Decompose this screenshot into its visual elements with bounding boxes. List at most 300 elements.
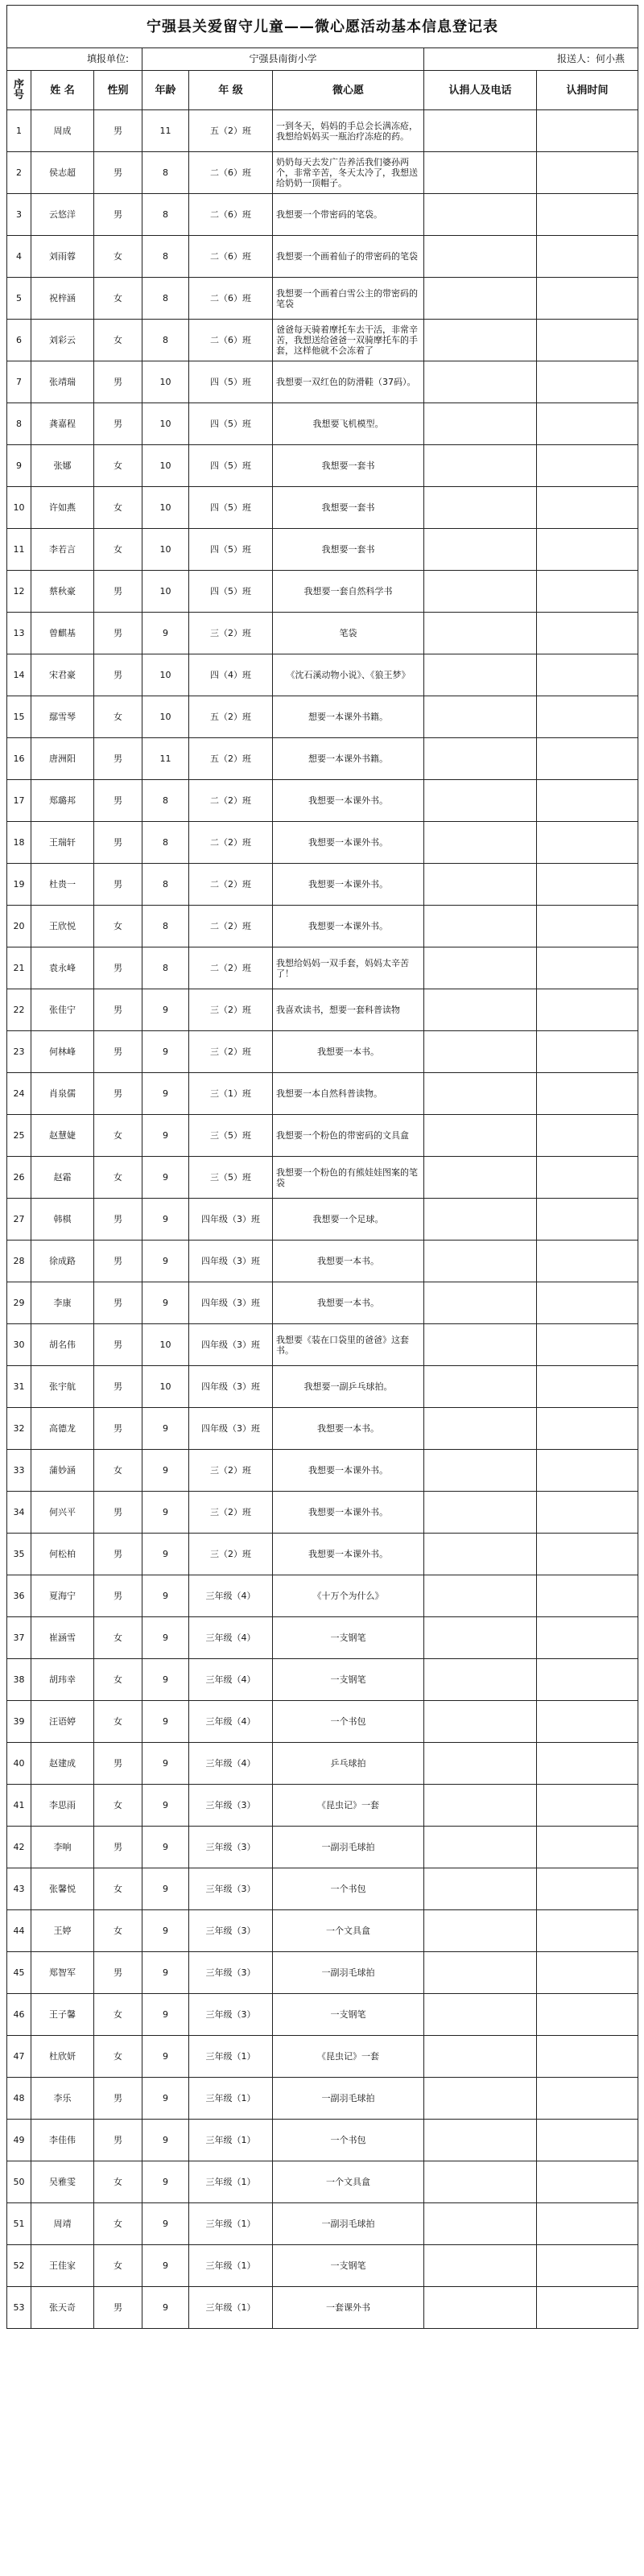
cell-age: 10	[142, 487, 189, 529]
cell-donor[interactable]	[424, 487, 537, 529]
cell-donor[interactable]	[424, 1534, 537, 1575]
cell-donor[interactable]	[424, 1827, 537, 1868]
cell-grade: 二（2）班	[189, 780, 273, 822]
col-header-sex: 性别	[94, 71, 142, 110]
cell-donor[interactable]	[424, 2203, 537, 2245]
cell-name: 肖泉儒	[31, 1073, 94, 1115]
cell-sex: 男	[94, 1241, 142, 1282]
cell-donor[interactable]	[424, 864, 537, 906]
cell-donor[interactable]	[424, 989, 537, 1031]
cell-donate-time[interactable]	[537, 1659, 638, 1701]
col-header-age: 年龄	[142, 71, 189, 110]
cell-age: 8	[142, 864, 189, 906]
page-title: 宁强县关爱留守儿童——微心愿活动基本信息登记表	[7, 6, 638, 48]
cell-sex: 男	[94, 403, 142, 445]
cell-donate-time[interactable]	[537, 989, 638, 1031]
cell-no: 17	[7, 780, 31, 822]
cell-no: 45	[7, 1952, 31, 1994]
cell-name: 崔涵雪	[31, 1617, 94, 1659]
table-row	[7, 1157, 638, 1199]
cell-donor[interactable]	[424, 1241, 537, 1282]
cell-donate-time[interactable]	[537, 361, 638, 403]
cell-donor[interactable]	[424, 1282, 537, 1324]
cell-donate-time[interactable]	[537, 1910, 638, 1952]
cell-donate-time[interactable]	[537, 1785, 638, 1827]
cell-donate-time[interactable]	[537, 2245, 638, 2287]
fill-unit-label: 填报单位:	[7, 48, 142, 71]
table-row	[7, 738, 638, 780]
cell-age: 9	[142, 1157, 189, 1199]
cell-donor[interactable]	[424, 2287, 537, 2329]
cell-no: 6	[7, 320, 31, 361]
cell-sex: 女	[94, 1701, 142, 1743]
cell-donor[interactable]	[424, 947, 537, 989]
table-row	[7, 1910, 638, 1952]
cell-name: 李康	[31, 1282, 94, 1324]
cell-sex: 女	[94, 1994, 142, 2036]
cell-sex: 女	[94, 2203, 142, 2245]
cell-donor[interactable]	[424, 320, 537, 361]
cell-age: 9	[142, 1073, 189, 1115]
cell-donate-time[interactable]	[537, 696, 638, 738]
cell-sex: 男	[94, 1408, 142, 1450]
cell-donor[interactable]	[424, 1659, 537, 1701]
cell-donate-time[interactable]	[537, 236, 638, 278]
cell-donate-time[interactable]	[537, 613, 638, 654]
cell-donor[interactable]	[424, 194, 537, 236]
cell-age: 11	[142, 110, 189, 152]
cell-grade: 四年级（3）班	[189, 1282, 273, 1324]
cell-age: 10	[142, 529, 189, 571]
cell-wish: 我想要一个足球。	[273, 1199, 424, 1241]
cell-no: 43	[7, 1868, 31, 1910]
cell-donor[interactable]	[424, 1952, 537, 1994]
cell-donate-time[interactable]	[537, 152, 638, 194]
cell-sex: 女	[94, 2036, 142, 2078]
cell-donate-time[interactable]	[537, 194, 638, 236]
cell-donate-time[interactable]	[537, 780, 638, 822]
cell-no: 4	[7, 236, 31, 278]
cell-no: 8	[7, 403, 31, 445]
cell-age: 9	[142, 1241, 189, 1282]
cell-no: 12	[7, 571, 31, 613]
cell-grade: 三年级（3）	[189, 1910, 273, 1952]
cell-donate-time[interactable]	[537, 1952, 638, 1994]
cell-age: 9	[142, 1031, 189, 1073]
cell-wish: 我喜欢读书，想要一套科普读物	[273, 989, 424, 1031]
cell-name: 云悠洋	[31, 194, 94, 236]
cell-name: 刘雨蓉	[31, 236, 94, 278]
cell-name: 杜欣妍	[31, 2036, 94, 2078]
cell-sex: 男	[94, 1031, 142, 1073]
cell-donate-time[interactable]	[537, 320, 638, 361]
cell-grade: 二（2）班	[189, 822, 273, 864]
cell-sex: 女	[94, 236, 142, 278]
cell-sex: 女	[94, 2161, 142, 2203]
cell-donor[interactable]	[424, 1157, 537, 1199]
cell-wish: 我想要一本课外书。	[273, 864, 424, 906]
cell-grade: 三年级（3）	[189, 1868, 273, 1910]
cell-no: 25	[7, 1115, 31, 1157]
cell-sex: 女	[94, 1115, 142, 1157]
table-row	[7, 947, 638, 989]
table-row	[7, 2036, 638, 2078]
table-row	[7, 2203, 638, 2245]
cell-wish: 《昆虫记》一套	[273, 1785, 424, 1827]
cell-donor[interactable]	[424, 1199, 537, 1241]
cell-donor[interactable]	[424, 278, 537, 320]
cell-sex: 男	[94, 194, 142, 236]
cell-age: 10	[142, 361, 189, 403]
cell-donor[interactable]	[424, 1408, 537, 1450]
cell-donate-time[interactable]	[537, 906, 638, 947]
table-row	[7, 529, 638, 571]
cell-sex: 男	[94, 1282, 142, 1324]
cell-donor[interactable]	[424, 1994, 537, 2036]
cell-donor[interactable]	[424, 2120, 537, 2161]
table-row	[7, 906, 638, 947]
cell-name: 胡玮幸	[31, 1659, 94, 1701]
cell-donor[interactable]	[424, 1701, 537, 1743]
cell-donate-time[interactable]	[537, 822, 638, 864]
cell-donate-time[interactable]	[537, 2078, 638, 2120]
cell-age: 9	[142, 1534, 189, 1575]
cell-donor[interactable]	[424, 780, 537, 822]
cell-grade: 三（1）班	[189, 1073, 273, 1115]
cell-sex: 男	[94, 1492, 142, 1534]
cell-wish: 笔袋	[273, 613, 424, 654]
cell-donate-time[interactable]	[537, 2203, 638, 2245]
cell-donate-time[interactable]	[537, 1994, 638, 2036]
cell-donate-time[interactable]	[537, 2161, 638, 2203]
cell-donate-time[interactable]	[537, 1617, 638, 1659]
cell-name: 王佳家	[31, 2245, 94, 2287]
cell-age: 9	[142, 1827, 189, 1868]
cell-name: 徐成路	[31, 1241, 94, 1282]
cell-donate-time[interactable]	[537, 1701, 638, 1743]
cell-grade: 四年级（3）班	[189, 1366, 273, 1408]
table-row	[7, 278, 638, 320]
cell-donor[interactable]	[424, 110, 537, 152]
cell-sex: 女	[94, 696, 142, 738]
cell-donor[interactable]	[424, 1450, 537, 1492]
table-row	[7, 2078, 638, 2120]
cell-age: 9	[142, 1408, 189, 1450]
cell-donate-time[interactable]	[537, 1868, 638, 1910]
cell-age: 9	[142, 1910, 189, 1952]
cell-donor[interactable]	[424, 1324, 537, 1366]
table-row	[7, 110, 638, 152]
table-row	[7, 487, 638, 529]
cell-donate-time[interactable]	[537, 1073, 638, 1115]
cell-wish: 乒乓球拍	[273, 1743, 424, 1785]
cell-donate-time[interactable]	[537, 738, 638, 780]
cell-donor[interactable]	[424, 1575, 537, 1617]
cell-donate-time[interactable]	[537, 1199, 638, 1241]
cell-donate-time[interactable]	[537, 110, 638, 152]
cell-age: 10	[142, 654, 189, 696]
cell-donate-time[interactable]	[537, 1157, 638, 1199]
cell-sex: 女	[94, 1617, 142, 1659]
cell-grade: 三年级（4）	[189, 1575, 273, 1617]
reporter-label: 报送人：何小燕	[424, 48, 638, 71]
cell-name: 汪语婷	[31, 1701, 94, 1743]
cell-sex: 男	[94, 822, 142, 864]
cell-wish: 我想要飞机模型。	[273, 403, 424, 445]
cell-donate-time[interactable]	[537, 1575, 638, 1617]
cell-sex: 男	[94, 654, 142, 696]
cell-age: 9	[142, 1701, 189, 1743]
cell-grade: 三年级（1）	[189, 2078, 273, 2120]
cell-wish: 一个书包	[273, 2120, 424, 2161]
cell-grade: 四年级（3）班	[189, 1408, 273, 1450]
cell-no: 35	[7, 1534, 31, 1575]
cell-name: 张馨悦	[31, 1868, 94, 1910]
cell-grade: 三年级（3）	[189, 1827, 273, 1868]
cell-wish: 我想要一个带密码的笔袋。	[273, 194, 424, 236]
cell-age: 10	[142, 403, 189, 445]
cell-no: 16	[7, 738, 31, 780]
cell-no: 7	[7, 361, 31, 403]
cell-wish: 我想要一本课外书。	[273, 1492, 424, 1534]
table-row	[7, 780, 638, 822]
cell-name: 夏海宁	[31, 1575, 94, 1617]
cell-sex: 男	[94, 2287, 142, 2329]
cell-donate-time[interactable]	[537, 1241, 638, 1282]
cell-name: 李乐	[31, 2078, 94, 2120]
cell-wish: 一支钢笔	[273, 1659, 424, 1701]
cell-donor[interactable]	[424, 236, 537, 278]
cell-no: 37	[7, 1617, 31, 1659]
cell-donor[interactable]	[424, 738, 537, 780]
table-row	[7, 236, 638, 278]
cell-name: 张宇航	[31, 1366, 94, 1408]
cell-wish: 我想要一个粉色的带密码的文具盒	[273, 1115, 424, 1157]
cell-grade: 二（6）班	[189, 194, 273, 236]
cell-donor[interactable]	[424, 654, 537, 696]
cell-wish: 我想要一本自然科普读物。	[273, 1073, 424, 1115]
cell-grade: 三年级（1）	[189, 2120, 273, 2161]
cell-donor[interactable]	[424, 361, 537, 403]
table-row	[7, 320, 638, 361]
cell-wish: 想要一本课外书籍。	[273, 696, 424, 738]
cell-no: 40	[7, 1743, 31, 1785]
cell-sex: 男	[94, 1827, 142, 1868]
cell-grade: 四（5）班	[189, 571, 273, 613]
cell-wish: 想要一本课外书籍。	[273, 738, 424, 780]
cell-name: 蒲妙涵	[31, 1450, 94, 1492]
cell-donate-time[interactable]	[537, 1450, 638, 1492]
cell-name: 韩棋	[31, 1199, 94, 1241]
cell-no: 21	[7, 947, 31, 989]
cell-donate-time[interactable]	[537, 2287, 638, 2329]
cell-donor[interactable]	[424, 2161, 537, 2203]
cell-name: 宋君豪	[31, 654, 94, 696]
cell-wish: 一个文具盒	[273, 1910, 424, 1952]
cell-sex: 女	[94, 320, 142, 361]
cell-no: 46	[7, 1994, 31, 2036]
cell-donate-time[interactable]	[537, 1282, 638, 1324]
cell-name: 郑璐邦	[31, 780, 94, 822]
cell-wish: 我想要一本课外书。	[273, 906, 424, 947]
cell-age: 9	[142, 1617, 189, 1659]
cell-sex: 女	[94, 906, 142, 947]
cell-donor[interactable]	[424, 2245, 537, 2287]
cell-grade: 四（5）班	[189, 445, 273, 487]
cell-donor[interactable]	[424, 1366, 537, 1408]
cell-age: 8	[142, 947, 189, 989]
table-row	[7, 654, 638, 696]
cell-grade: 二（6）班	[189, 320, 273, 361]
cell-donor[interactable]	[424, 1868, 537, 1910]
table-row	[7, 2287, 638, 2329]
cell-age: 11	[142, 738, 189, 780]
cell-donate-time[interactable]	[537, 1827, 638, 1868]
cell-no: 14	[7, 654, 31, 696]
cell-grade: 三年级（3）	[189, 1785, 273, 1827]
table-row	[7, 1282, 638, 1324]
cell-no: 42	[7, 1827, 31, 1868]
table-row	[7, 696, 638, 738]
cell-grade: 二（2）班	[189, 864, 273, 906]
cell-donate-time[interactable]	[537, 1366, 638, 1408]
cell-name: 李思雨	[31, 1785, 94, 1827]
cell-sex: 男	[94, 571, 142, 613]
cell-no: 24	[7, 1073, 31, 1115]
cell-donor[interactable]	[424, 571, 537, 613]
cell-donor[interactable]	[424, 1910, 537, 1952]
table-row	[7, 1617, 638, 1659]
cell-donate-time[interactable]	[537, 1743, 638, 1785]
cell-donate-time[interactable]	[537, 1115, 638, 1157]
cell-donate-time[interactable]	[537, 1031, 638, 1073]
cell-no: 50	[7, 2161, 31, 2203]
cell-donate-time[interactable]	[537, 2120, 638, 2161]
cell-no: 48	[7, 2078, 31, 2120]
cell-donor[interactable]	[424, 1073, 537, 1115]
cell-name: 刘彩云	[31, 320, 94, 361]
cell-wish: 一副羽毛球拍	[273, 1827, 424, 1868]
cell-grade: 三（2）班	[189, 1031, 273, 1073]
cell-donor[interactable]	[424, 1492, 537, 1534]
cell-donor[interactable]	[424, 1617, 537, 1659]
cell-sex: 女	[94, 1450, 142, 1492]
cell-grade: 三年级（4）	[189, 1659, 273, 1701]
cell-donor[interactable]	[424, 2036, 537, 2078]
cell-donate-time[interactable]	[537, 947, 638, 989]
cell-no: 26	[7, 1157, 31, 1199]
cell-name: 蔡秋豪	[31, 571, 94, 613]
cell-wish: 一个书包	[273, 1868, 424, 1910]
cell-sex: 男	[94, 110, 142, 152]
cell-donor[interactable]	[424, 2078, 537, 2120]
cell-no: 34	[7, 1492, 31, 1534]
cell-donor[interactable]	[424, 822, 537, 864]
cell-donate-time[interactable]	[537, 403, 638, 445]
cell-no: 5	[7, 278, 31, 320]
cell-wish: 一套课外书	[273, 2287, 424, 2329]
cell-name: 周成	[31, 110, 94, 152]
cell-sex: 男	[94, 613, 142, 654]
cell-donate-time[interactable]	[537, 1492, 638, 1534]
cell-grade: 五（2）班	[189, 696, 273, 738]
cell-wish: 我想要一本课外书。	[273, 1450, 424, 1492]
cell-donate-time[interactable]	[537, 445, 638, 487]
cell-name: 高德龙	[31, 1408, 94, 1450]
cell-donate-time[interactable]	[537, 1324, 638, 1366]
cell-grade: 二（6）班	[189, 236, 273, 278]
table-row	[7, 361, 638, 403]
cell-name: 何林峰	[31, 1031, 94, 1073]
cell-donor[interactable]	[424, 1031, 537, 1073]
cell-donor[interactable]	[424, 529, 537, 571]
cell-donor[interactable]	[424, 613, 537, 654]
table-row	[7, 1575, 638, 1617]
cell-donor[interactable]	[424, 1115, 537, 1157]
cell-sex: 男	[94, 1324, 142, 1366]
cell-no: 41	[7, 1785, 31, 1827]
cell-donate-time[interactable]	[537, 1408, 638, 1450]
cell-wish: 我想要一个画着白雪公主的带密码的笔袋	[273, 278, 424, 320]
cell-donor[interactable]	[424, 906, 537, 947]
cell-wish: 我想要一个粉色的有熊娃娃图案的笔袋	[273, 1157, 424, 1199]
cell-wish: 我想要一套书	[273, 487, 424, 529]
cell-sex: 女	[94, 278, 142, 320]
cell-donor[interactable]	[424, 1743, 537, 1785]
cell-age: 9	[142, 989, 189, 1031]
cell-name: 张靖瑞	[31, 361, 94, 403]
cell-grade: 三年级（3）	[189, 1952, 273, 1994]
cell-donate-time[interactable]	[537, 654, 638, 696]
cell-donate-time[interactable]	[537, 278, 638, 320]
cell-name: 曾麒基	[31, 613, 94, 654]
table-row	[7, 1408, 638, 1450]
cell-age: 9	[142, 1282, 189, 1324]
cell-donor[interactable]	[424, 1785, 537, 1827]
cell-age: 9	[142, 1994, 189, 2036]
cell-sex: 男	[94, 864, 142, 906]
cell-donate-time[interactable]	[537, 864, 638, 906]
cell-donor[interactable]	[424, 403, 537, 445]
cell-age: 10	[142, 696, 189, 738]
cell-donor[interactable]	[424, 696, 537, 738]
cell-donate-time[interactable]	[537, 2036, 638, 2078]
cell-name: 龚嘉程	[31, 403, 94, 445]
table-row	[7, 1241, 638, 1282]
cell-sex: 女	[94, 445, 142, 487]
cell-no: 30	[7, 1324, 31, 1366]
cell-grade: 五（2）班	[189, 738, 273, 780]
cell-no: 19	[7, 864, 31, 906]
col-header-donate-time: 认捐时间	[537, 71, 638, 110]
cell-grade: 三（5）班	[189, 1157, 273, 1199]
cell-donor[interactable]	[424, 152, 537, 194]
cell-age: 8	[142, 278, 189, 320]
cell-donate-time[interactable]	[537, 487, 638, 529]
cell-donate-time[interactable]	[537, 571, 638, 613]
cell-donate-time[interactable]	[537, 1534, 638, 1575]
cell-wish: 一个书包	[273, 1701, 424, 1743]
cell-donor[interactable]	[424, 445, 537, 487]
cell-donate-time[interactable]	[537, 529, 638, 571]
cell-sex: 男	[94, 152, 142, 194]
cell-grade: 三年级（1）	[189, 2245, 273, 2287]
cell-grade: 三年级（4）	[189, 1743, 273, 1785]
table-row	[7, 1701, 638, 1743]
cell-grade: 四（4）班	[189, 654, 273, 696]
cell-no: 9	[7, 445, 31, 487]
col-header-grade: 年 级	[189, 71, 273, 110]
